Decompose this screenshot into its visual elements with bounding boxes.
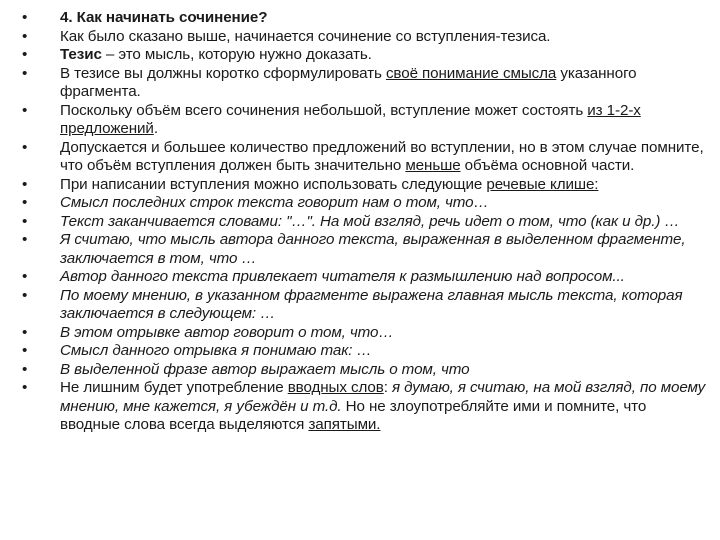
term-bold: Тезис	[60, 46, 102, 63]
list-item	[22, 65, 710, 102]
text-span: Допускается и большее количество предложений во вступлении, но в этом случае помните, что объём вступления должен быть значительно	[60, 138, 704, 174]
list-item	[22, 102, 710, 139]
italic-text: я думаю, я считаю, на мой взгляд, по моему мнению, мне кажется, я убеждён и т.д.	[60, 379, 706, 415]
text-span: Поскольку объём всего сочинения небольшой, вступление может состоять	[60, 101, 588, 119]
list-item	[22, 46, 710, 65]
text-span: :	[383, 379, 392, 396]
text-span: – это мысль, которую нужно доказать.	[101, 46, 372, 63]
underlined-text: вводных слов	[287, 379, 384, 396]
list-item	[22, 28, 710, 47]
bullet-list	[22, 9, 710, 435]
cliche-text: Я считаю, что мысль автора данного текста, выраженная в выделенном фрагменте, заключается в том, что …	[60, 231, 686, 267]
underlined-text: из 1-2-х предложений	[60, 101, 641, 137]
underlined-text: меньше	[405, 157, 461, 174]
text-span: При написании вступления можно использовать следующие	[60, 175, 487, 193]
list-item-cliche	[22, 342, 710, 361]
list-item-cliche	[22, 213, 710, 232]
underlined-text: запятыми.	[308, 416, 381, 433]
list-item	[22, 379, 710, 435]
text-span: Как было сказано выше, начинается сочинение со вступления-тезиса.	[60, 27, 551, 45]
section-heading: 4. Как начинать сочинение?	[60, 9, 268, 26]
text-span: Но не злоупотребляйте ими и помните, что вводные слова всегда выделяются	[60, 397, 647, 433]
cliche-text: Автор данного текста привлекает читателя к размышлению над вопросом...	[60, 268, 625, 285]
list-item-cliche	[22, 361, 710, 380]
cliche-text: Смысл данного отрывка я понимаю так: …	[60, 342, 372, 359]
underlined-text: своё понимание смысла	[385, 64, 557, 82]
underlined-text: речевые клише:	[486, 175, 599, 193]
list-item-cliche	[22, 268, 710, 287]
cliche-text: В этом отрывке автор говорит о том, что…	[60, 323, 394, 341]
list-item	[22, 176, 710, 195]
list-item-cliche	[22, 324, 710, 343]
list-item	[22, 139, 710, 176]
text-span: В тезисе вы должны коротко сформулировать	[60, 64, 386, 82]
text-span: .	[153, 120, 158, 137]
text-span: Не лишним будет употребление	[60, 379, 288, 396]
cliche-text: Текст заканчивается словами: "…". На мой взгляд, речь идет о том, что (как и др.) …	[60, 212, 680, 230]
list-item-cliche	[22, 287, 710, 324]
list-item-cliche	[22, 231, 710, 268]
cliche-text: По моему мнению, в указанном фрагменте выражена главная мысль текста, которая заключается в следующем: …	[60, 286, 683, 322]
list-item-cliche	[22, 194, 710, 213]
text-span: указанного фрагмента.	[60, 64, 637, 100]
cliche-text: Смысл последних строк текста говорит нам о том, что…	[60, 194, 489, 211]
cliche-text: В выделенной фразе автор выражает мысль о том, что	[60, 360, 470, 378]
list-item-heading	[22, 9, 710, 28]
text-span: объёма основной части.	[460, 157, 635, 174]
